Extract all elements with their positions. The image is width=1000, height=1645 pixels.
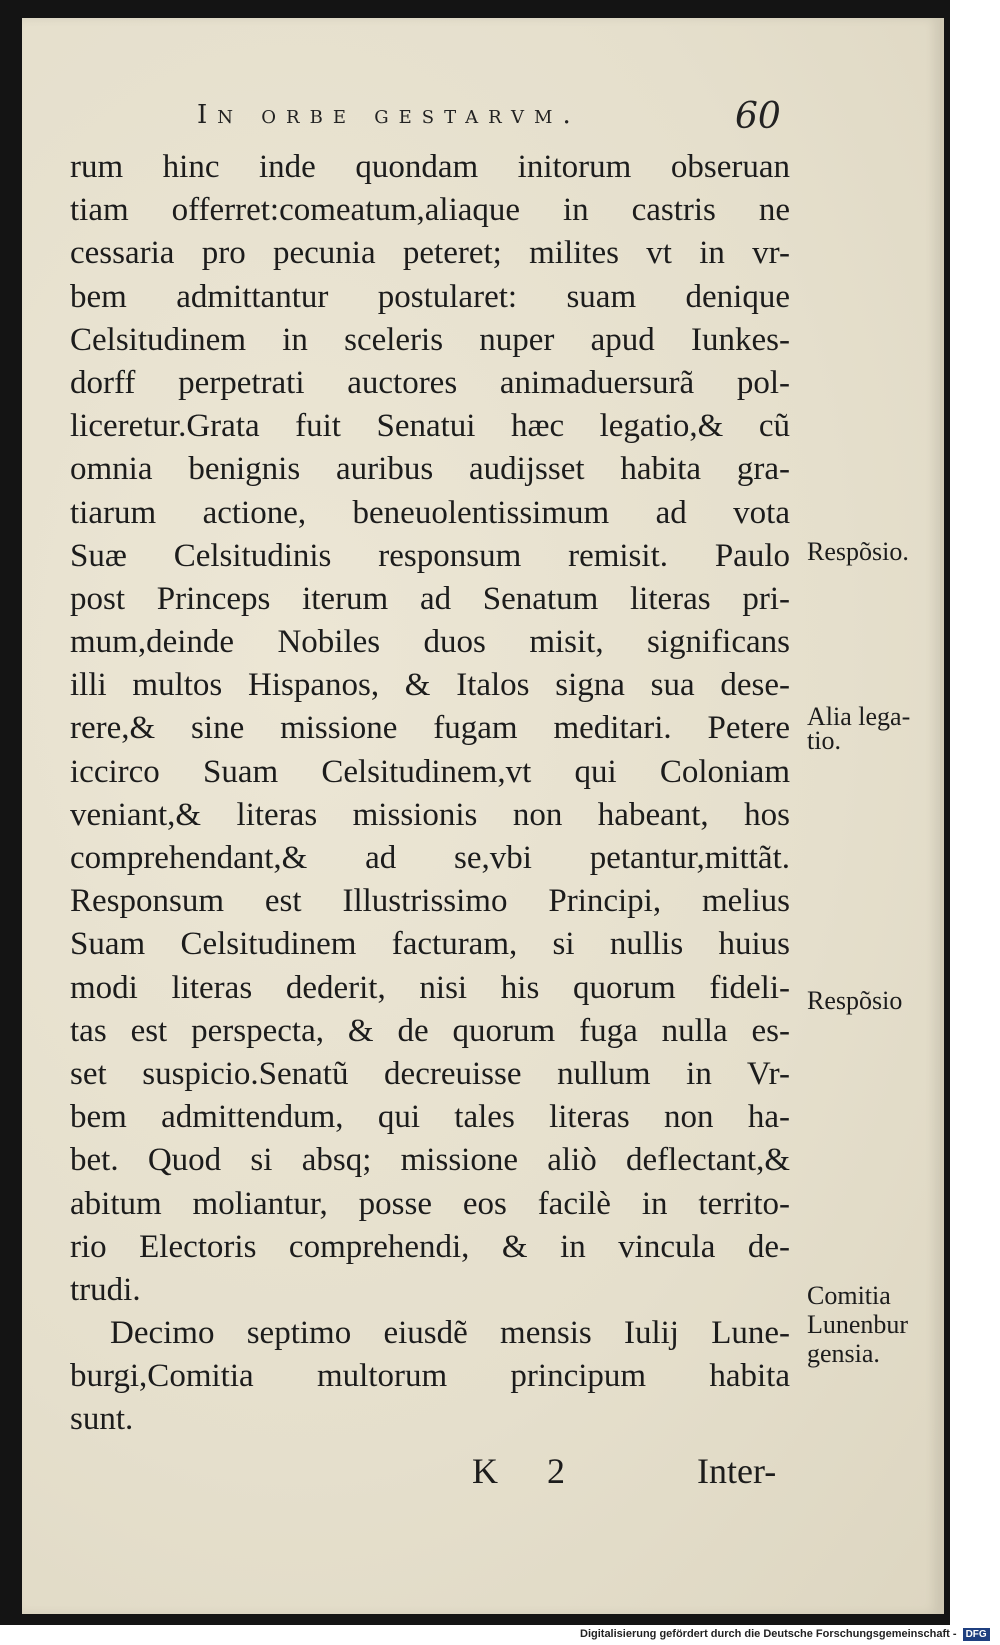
text-line: liceretur.Grata fuit Senatui hæc legatio,& cũ — [70, 408, 790, 445]
margin-note-alia-legatio: Alia lega- — [807, 702, 911, 731]
text-line: Suæ Celsitudinis responsum remisit. Paulo — [70, 537, 790, 574]
margin-note-responsio-2: Respõsio — [807, 986, 903, 1015]
text-line: comprehendant,& ad se,vbi petantur,mittãt. — [70, 840, 790, 876]
text-line: mum,deinde Nobiles duos misit, significans — [70, 624, 790, 661]
margin-note-lunenbur: Lunenbur — [807, 1310, 909, 1339]
catchword: Inter- — [697, 1451, 777, 1491]
signature-mark: K — [472, 1451, 498, 1491]
text-line: bem admittantur postularet: suam denique — [70, 278, 790, 315]
text-line: bem admittendum, qui tales literas non ha- — [70, 1099, 790, 1136]
margin-note-responsio-1: Respõsio. — [807, 537, 909, 566]
margin-notes — [807, 18, 947, 1614]
text-line: dorff perpetrati auctores animaduersurã pol- — [70, 364, 790, 401]
text-line: omnia benignis auribus audijsset habita gra- — [70, 451, 790, 488]
text-line: set suspicio.Senatũ decreuisse nullum in Vr- — [70, 1055, 790, 1092]
text-line: rere,& sine missione fugam meditari. Petere — [70, 710, 790, 747]
text-line: Suam Celsitudinem facturam, si nullis huius — [70, 926, 790, 963]
text-line: tas est perspecta, & de quorum fuga nulla es- — [70, 1012, 790, 1049]
dfg-logo: DFG — [963, 1628, 990, 1641]
text-line: abitum moliantur, posse eos facilè in territo- — [70, 1185, 790, 1222]
signature-number: 2 — [547, 1451, 565, 1491]
text-line: Responsum est Illustrissimo Principi, melius — [70, 883, 790, 920]
book-page — [22, 18, 944, 1614]
text-line: rio Electoris comprehendi, & in vincula de- — [70, 1228, 790, 1265]
paragraph-start-line: Decimo septimo eiusdẽ mensis Iulij Lune- — [110, 1315, 790, 1352]
text-line: tiarum actione, beneuolentissimum ad vota — [70, 494, 790, 531]
running-title: In orbe gestarvm. — [197, 100, 581, 130]
text-line: cessaria pro pecunia peteret; milites vt in vr- — [70, 235, 790, 272]
credit-text: Digitalisierung gefördert durch die Deutsche Forschungsgemeinschaft - — [580, 1628, 957, 1640]
text-line: iccirco Suam Celsitudinem,vt qui Coloniam — [70, 753, 790, 790]
main-text-block — [70, 146, 790, 1442]
text-line: illi multos Hispanos, & Italos signa sua dese- — [70, 667, 790, 704]
running-header — [197, 88, 797, 138]
text-line: tiam offerret:comeatum,aliaque in castris ne — [70, 192, 790, 229]
text-line: Celsitudinem in sceleris nuper apud Iunkes- — [70, 321, 790, 358]
text-line: post Princeps iterum ad Senatum literas pri- — [70, 580, 790, 617]
text-line: veniant,& literas missionis non habeant, hos — [70, 796, 790, 833]
signature-line — [472, 1450, 812, 1500]
text-line: modi literas dederit, nisi his quorum fideli- — [70, 969, 790, 1006]
page-number: 60 — [735, 96, 781, 137]
text-line: sunt. — [70, 1401, 134, 1438]
margin-note-comitia: Comitia — [807, 1281, 891, 1310]
margin-note-alia-legatio-cont: tio. — [807, 726, 841, 755]
margin-note-gensia: gensia. — [807, 1339, 880, 1368]
text-line: burgi,Comitia multorum principum habita — [70, 1358, 790, 1395]
text-line: trudi. — [70, 1271, 141, 1308]
digitization-credit — [580, 1628, 1000, 1645]
text-line: rum hinc inde quondam initorum obseruan — [70, 149, 790, 185]
text-line: bet. Quod si absq; missione aliò deflectant,& — [70, 1142, 790, 1179]
